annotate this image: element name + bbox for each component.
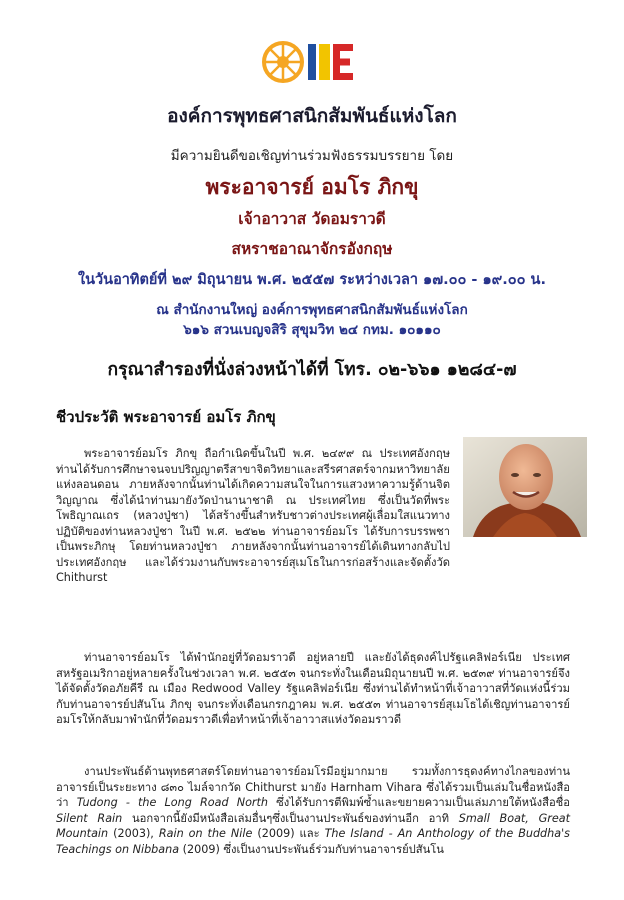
book-title-tudong: Tudong - the Long Road North (76, 796, 268, 809)
speaker-position: เจ้าอาวาส วัดอมราวดี (238, 210, 386, 228)
biography-p3-text (56, 764, 570, 857)
logo-blue-bar (308, 44, 316, 80)
biography-p1-text: พระอาจารย์อมโร ภิกขุ ถือกำเนิดขึ้นในปี พ.ศ. ๒๔๙๙ ณ ประเทศอังกฤษ ท่านได้รับการศึกษาจนจบปริญญาตรีสาขาจิตวิทยาและสรีรศาสตร์จากมหาวิทยาลัยแห่งลอนดอน ภายหลังจากนั้นท่านได้เกิดความสนใจในการแสวงหาความรู้ด้านจิตวิญญาณ ซึ่งได้นำท่านมายังวัดป่านานาชาติ ณ ประเทศไทย ซึ่งเป็นวัดที่พระโพธิญาณเถร (หลวงปู่ชา) ได้สร้างขึ้นสำหรับชาวต่างประเทศผู้เลื่อมใสแนวทางปฏิบัติของท่านหลวงปู่ชา ในปี พ.ศ. ๒๕๒๒ ท่านอาจารย์อมโร ได้รับการบรรพชาเป็นพระภิกษุ โดยท่านหลวงปู่ชา ภายหลังจากนั้นท่านอาจารย์ได้เดินทางกลับไปประเทศอังกฤษ และได้ร่วมงานกับพระอาจารย์สุเมโธในการก่อสร้างและจัดตั้งวัด Chithurst (56, 447, 450, 584)
wfb-logo (262, 40, 356, 84)
p3-text-f: (2009) ซึ่งเป็นงานประพันธ์ร่วมกับท่านอาจารย์ปสันโน (179, 842, 444, 856)
book-title-small-boat: Small Boat, Great Mountain (56, 811, 570, 840)
rsvp-phone: กรุณาสำรองที่นั่งล่วงหน้าได้ที่ โทร. ๐๒-๖๖๑ ๑๒๘๔-๗ (107, 360, 517, 380)
speaker-country: สหราชอาณาจักรอังกฤษ (231, 240, 393, 258)
p3-text-c: นอกจากนี้ยังมีหนังสือเล่มอื่นๆซึ่งเป็นงานประพันธ์ของท่านอีก อาทิ (122, 811, 459, 825)
logo-red-e (333, 44, 353, 80)
book-title-the-island: The Island - An Anthology of the Buddha's Teachings on Nibbana (56, 827, 571, 856)
biography-p2-text: ท่านอาจารย์อมโร ได้พำนักอยู่ที่วัดอมราวดี อยู่หลายปี และยังได้ธุดงค์ไปรัฐแคลิฟอร์เนีย ประเทศสหรัฐอเมริกาอยู่หลายครั้งในช่วงเวลา พ.ศ. ๒๕๕๓ จนกระทั่งในเดือนมิถุนายนปี พ.ศ. ๒๕๓๙ ท่านอาจารย์จึงได้จัดตั้งวัดอภัยคีรี ณ เมือง Redwood Valley รัฐแคลิฟอร์เนีย ซึ่งท่านได้ทำหน้าที่เจ้าอาวาสที่วัดแห่งนี้ร่วมกับท่านอาจารย์ปสันโน ภิกขุ จนกระทั่งเดือนกรกฎาคม พ.ศ. ๒๕๕๓ ท่านอาจารย์สุเมโธได้เชิญท่านอาจารย์อมโรให้กลับมาพำนักที่วัดอมราวดีเพื่อทำหน้าที่เจ้าอาวาสแห่งวัดอมราวดี (56, 651, 570, 726)
biography-heading: ชีวประวัติ พระอาจารย์ อมโร ภิกขุ (56, 408, 276, 426)
biography-paragraph-3 (56, 764, 570, 857)
organization-title: องค์การพุทธศาสนิกสัมพันธ์แห่งโลก (167, 105, 457, 127)
dharma-wheel-icon (264, 43, 302, 81)
p3-text-b: ซึ่งได้รับการตีพิมพ์ซ้ำและขยายความเป็นเล่มภายใต้หนังสือชื่อ (268, 796, 570, 809)
invitation-text: มีความยินดีขอเชิญท่านร่วมฟังธรรมบรรยาย โดย (170, 148, 454, 164)
logo-yellow-bar (319, 44, 330, 80)
event-datetime: ในวันอาทิตย์ที่ ๒๙ มิถุนายน พ.ศ. ๒๕๕๗ ระหว่างเวลา ๑๗.๐๐ - ๑๙.๐๐ น. (78, 272, 546, 288)
biography-paragraph-1 (56, 446, 450, 586)
p3-text-d: (2003), (108, 827, 159, 840)
speaker-name: พระอาจารย์ อมโร ภิกขุ (205, 175, 419, 199)
book-title-rain-on-the-nile: Rain on the Nile (158, 827, 253, 840)
speaker-photo (463, 437, 587, 537)
event-venue-line1: ณ สำนักงานใหญ่ องค์การพุทธศาสนิกสัมพันธ์แห่งโลก (156, 302, 468, 318)
biography-paragraph-2 (56, 650, 570, 728)
p3-text-e: (2009) และ (252, 827, 325, 840)
p3-text-a: งานประพันธ์ด้านพุทธศาสตร์โดยท่านอาจารย์อมโรมีอยู่มากมาย รวมทั้งการธุดงค์ทางไกลของท่านอาจารย์เป็นระยะทาง ๘๓๐ ไมล์จากวัด Chithurst มายัง Harnham Vihara ซึ่งได้รวมเป็นเล่มในชื่อหนังสือว่า (56, 765, 570, 809)
event-venue-line2: ๖๑๖ สวนเบญจสิริ สุขุมวิท ๒๔ กทม. ๑๐๑๑๐ (183, 322, 441, 338)
book-title-silent-rain: Silent Rain (56, 811, 123, 825)
